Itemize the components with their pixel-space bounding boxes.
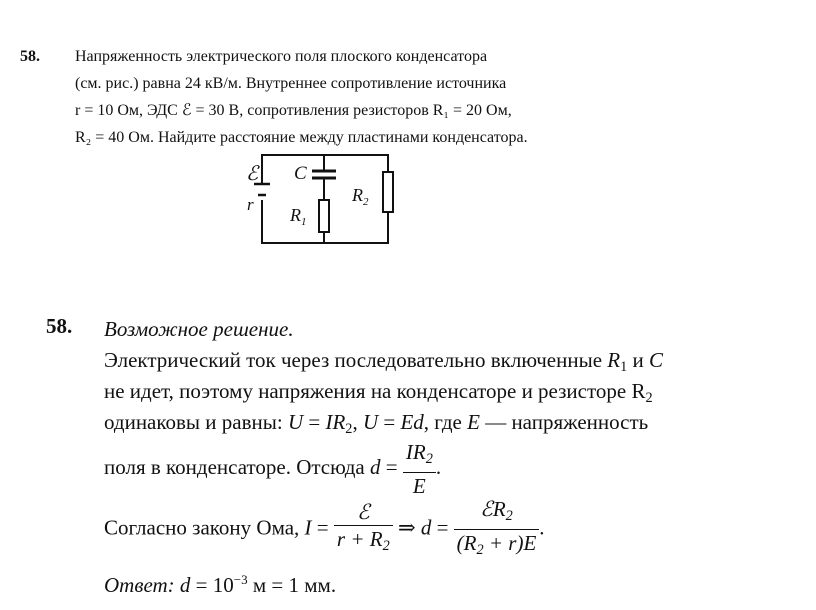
formula-d-final: $\frac{ℰR_2}{(R_2 + r)E}$ — [454, 497, 540, 562]
internal-resistance-label: r — [247, 195, 254, 214]
problem-line-3: r = 10 Ом, ЭДС ℰ = 30 В, сопротивления резисторов R₁ = 20 Ом, — [75, 102, 512, 119]
solution-line-1: Электрический ток через последовательно включенные $R_1$ и C — [104, 348, 664, 375]
answer-label: Ответ: — [104, 573, 175, 598]
solution-heading: Возможное решение. — [104, 317, 294, 341]
r1-label: $R_1$ — [290, 205, 307, 228]
r2-label: $R_2$ — [352, 185, 369, 208]
emf-label: ℰ — [246, 163, 259, 185]
solution-line-2: не идет, поэтому напряжения на конденсаторе и резисторе $R_2$ — [104, 379, 653, 406]
solution-line-3: одинаковы и равны: $U = IR_2$, U = Ed, где E — напряженность — [104, 410, 649, 437]
problem-number: 58. — [20, 48, 40, 65]
problem-line-2: (см. рис.) равна 24 кВ/м. Внутреннее сопротивление источника — [75, 75, 507, 92]
formula-d-ir2-over-e: $\frac{IR_2}{E}$ — [403, 440, 436, 498]
solution-number: 58. — [46, 314, 73, 338]
answer-value: м = 1 мм. — [252, 573, 337, 598]
resistor-r1 — [319, 200, 329, 232]
problem-line-1: Напряженность электрического поля плоского конденсатора — [75, 48, 488, 65]
solution-line-5: Согласно закону Ома, I = $\frac{\text{ℰ}}{r + R_2}$ ⇒ d = $\frac{ℰR_2}{(R_2 + r)E}$ . — [104, 497, 545, 562]
resistor-r2 — [383, 172, 393, 212]
answer-line: Ответ: $d = 10^{-3}$ м = 1 мм. — [104, 572, 337, 598]
capacitor-label: C — [294, 163, 307, 184]
formula-ohm-law: $\frac{\text{ℰ}}{r + R_2}$ — [334, 500, 393, 558]
solution-line-4: поля в конденсаторе. Отсюда d = $\frac{IR_2}{E}$ . — [104, 440, 442, 498]
circuit-diagram — [240, 150, 410, 250]
problem-line-4: R₂ = 40 Ом. Найдите расстояние между пластинами конденсатора. — [75, 129, 528, 146]
problem-text — [75, 43, 575, 151]
